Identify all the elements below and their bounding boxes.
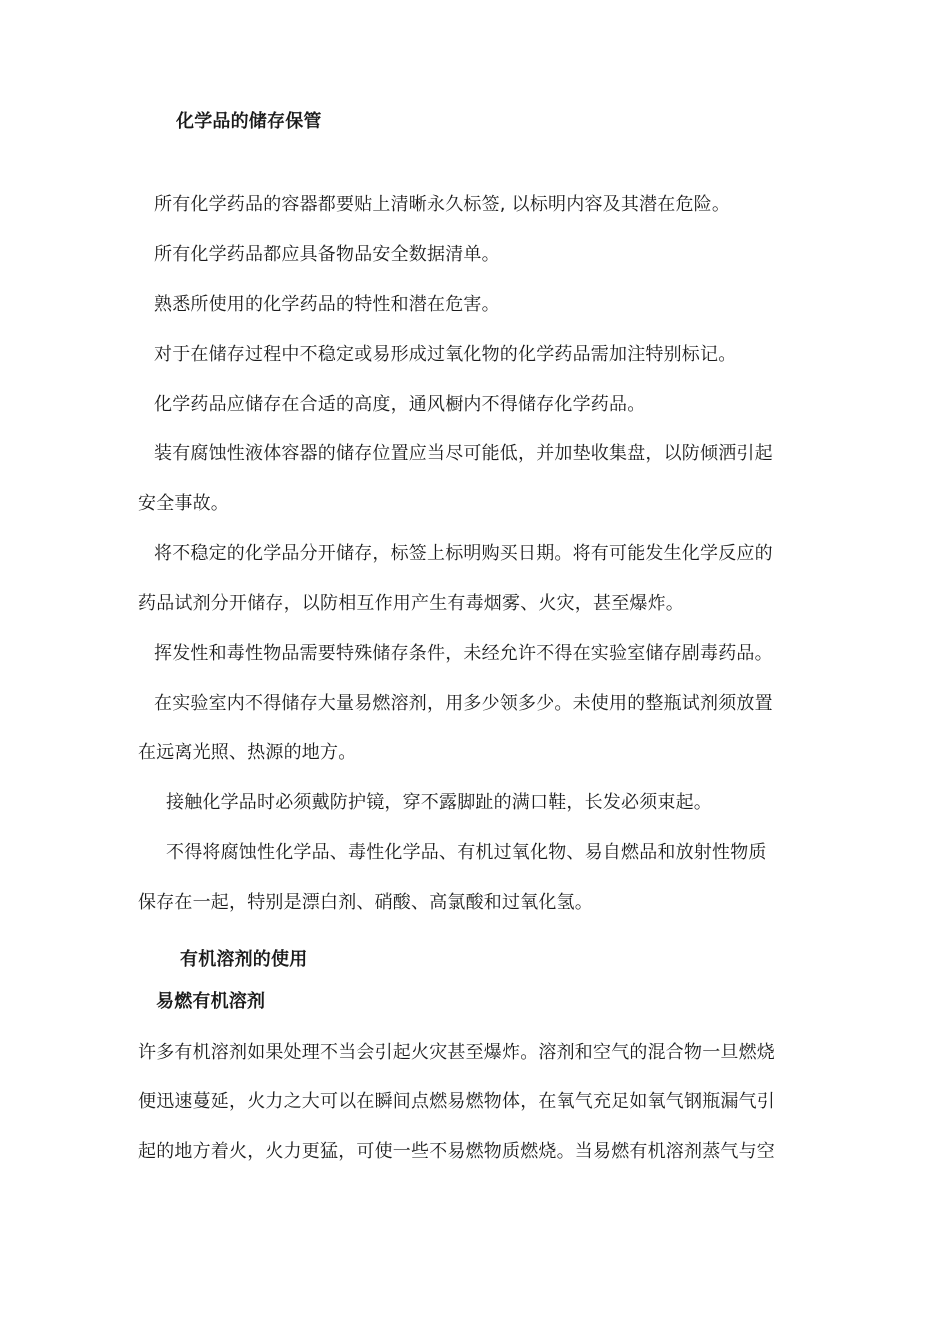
paragraph-line: 熟悉所使用的化学药品的特性和潜在危害。 bbox=[154, 294, 500, 315]
paragraph-line: 安全事故。 bbox=[138, 493, 229, 514]
section-title-storage: 化学品的储存保管 bbox=[176, 111, 322, 132]
paragraph-line: 挥发性和毒性物品需要特殊储存条件，未经允许不得在实验室储存剧毒药品。 bbox=[154, 643, 773, 664]
paragraph-line: 所有化学药品都应具备物品安全数据清单。 bbox=[154, 244, 500, 265]
paragraph-line: 对于在储存过程中不稳定或易形成过氧化物的化学药品需加注特别标记。 bbox=[154, 344, 737, 365]
paragraph-line: 所有化学药品的容器都要贴上清晰永久标签, 以标明内容及其潜在危险。 bbox=[154, 194, 731, 215]
paragraph-line: 装有腐蚀性液体容器的储存位置应当尽可能低，并加垫收集盘，以防倾洒引起 bbox=[154, 443, 773, 464]
paragraph-line: 药品试剂分开储存，以防相互作用产生有毒烟雾、火灾，甚至爆炸。 bbox=[138, 593, 684, 614]
paragraph-line: 将不稳定的化学品分开储存，标签上标明购买日期。将有可能发生化学反应的 bbox=[154, 543, 773, 564]
subsection-title-flammable-solvents: 易燃有机溶剂 bbox=[156, 991, 266, 1012]
section-title-organic-solvents: 有机溶剂的使用 bbox=[180, 949, 308, 970]
paragraph-line: 在实验室内不得储存大量易燃溶剂，用多少领多少。未使用的整瓶试剂须放置 bbox=[154, 693, 773, 714]
paragraph-line: 便迅速蔓延，火力之大可以在瞬间点燃易燃物体，在氧气充足如氧气钢瓶漏气引 bbox=[138, 1091, 775, 1112]
paragraph-line: 不得将腐蚀性化学品、毒性化学品、有机过氧化物、易自燃品和放射性物质 bbox=[166, 842, 767, 863]
paragraph-line: 接触化学品时必须戴防护镜，穿不露脚趾的满口鞋，长发必须束起。 bbox=[166, 792, 712, 813]
paragraph-line: 在远离光照、热源的地方。 bbox=[138, 742, 357, 763]
paragraph-line: 保存在一起，特别是漂白剂、硝酸、高氯酸和过氧化氢。 bbox=[138, 892, 593, 913]
paragraph-line: 化学药品应储存在合适的高度，通风橱内不得储存化学药品。 bbox=[154, 394, 646, 415]
paragraph-line: 许多有机溶剂如果处理不当会引起火灾甚至爆炸。溶剂和空气的混合物一旦燃烧 bbox=[138, 1042, 775, 1063]
paragraph-line: 起的地方着火，火力更猛，可使一些不易燃物质燃烧。当易燃有机溶剂蒸气与空 bbox=[138, 1141, 775, 1162]
